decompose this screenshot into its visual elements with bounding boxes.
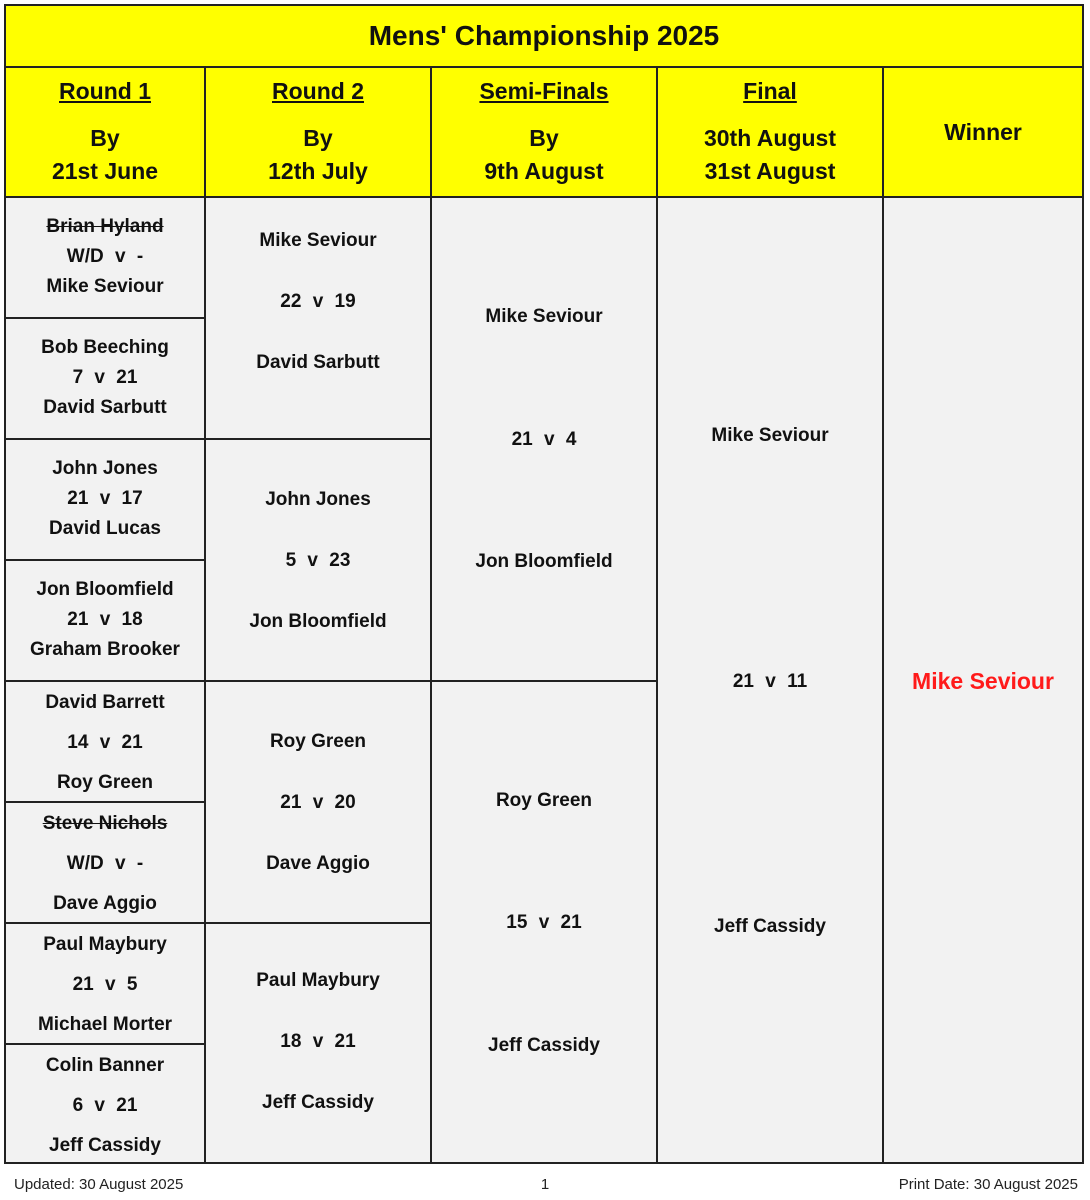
- match-r2-4: [206, 924, 430, 1165]
- player: Graham Brooker: [30, 639, 180, 660]
- match-score: 14 v 21: [67, 732, 143, 753]
- match-score: 21 v 17: [67, 488, 143, 509]
- player: David Lucas: [49, 518, 161, 539]
- round-1-title: Round 1: [59, 78, 151, 104]
- header-winner: [884, 68, 1082, 198]
- player: Mike Seviour: [485, 306, 603, 327]
- player: Jon Bloomfield: [475, 551, 613, 572]
- match-r1-4: [6, 561, 204, 682]
- match-r1-2: [6, 319, 204, 440]
- match-r1-8: [6, 1045, 204, 1165]
- match-score: 22 v 19: [280, 291, 356, 312]
- round-2-title: Round 2: [272, 78, 364, 104]
- final-date-2: 31st August: [704, 158, 836, 184]
- round-2-deadline: 12th July: [268, 158, 368, 184]
- match-r1-5: [6, 682, 204, 803]
- match-r2-2: [206, 440, 430, 682]
- semi-finals-deadline: 9th August: [484, 158, 604, 184]
- player: Mike Seviour: [259, 230, 377, 251]
- player: David Barrett: [45, 692, 165, 713]
- match-sf-1: [432, 198, 656, 682]
- player: Paul Maybury: [256, 970, 380, 991]
- player: Dave Aggio: [266, 853, 370, 874]
- player: John Jones: [265, 489, 371, 510]
- round-1-deadline: 21st June: [51, 158, 159, 184]
- match-score: W/D v -: [66, 246, 144, 267]
- match-score: 21 v 18: [67, 609, 143, 630]
- match-r2-1: [206, 198, 430, 440]
- match-score: 21 v 5: [72, 974, 138, 995]
- round-2-line1: By: [303, 125, 333, 151]
- player: Roy Green: [269, 731, 367, 752]
- updated-date: Updated: 30 August 2025: [14, 1176, 184, 1193]
- player: Dave Aggio: [53, 893, 157, 914]
- player: Jeff Cassidy: [49, 1135, 161, 1156]
- match-r1-6: [6, 803, 204, 924]
- player: Paul Maybury: [43, 934, 167, 955]
- player: Mike Seviour: [711, 425, 829, 446]
- final-date-1: 30th August: [703, 125, 837, 151]
- winner-cell: [884, 198, 1082, 1165]
- player: David Sarbutt: [43, 397, 167, 418]
- player: Jeff Cassidy: [488, 1035, 600, 1056]
- match-score: 6 v 21: [72, 1095, 138, 1116]
- round-1-column: [6, 198, 206, 1162]
- header-round-1: [6, 68, 206, 198]
- player: Jeff Cassidy: [262, 1092, 374, 1113]
- semi-finals-column: [432, 198, 658, 1162]
- player: John Jones: [52, 458, 158, 479]
- match-r2-3: [206, 682, 430, 924]
- match-r1-3: [6, 440, 204, 561]
- champion-name: Mike Seviour: [912, 668, 1054, 694]
- player: Jon Bloomfield: [36, 579, 174, 600]
- player: David Sarbutt: [256, 352, 380, 373]
- page-title: Mens' Championship 2025: [6, 6, 1082, 68]
- round-2-column: [206, 198, 432, 1162]
- player: Roy Green: [56, 772, 154, 793]
- match-score: 21 v 4: [511, 429, 577, 450]
- match-score: 15 v 21: [506, 912, 582, 933]
- semi-finals-title: Semi-Finals: [479, 78, 609, 104]
- match-score: W/D v -: [66, 853, 144, 874]
- round-1-line1: By: [90, 125, 120, 151]
- championship-bracket: [4, 4, 1084, 1164]
- match-score: 21 v 11: [732, 671, 808, 692]
- match-r1-1: [6, 198, 204, 319]
- semi-finals-line1: By: [529, 125, 559, 151]
- player: Steve Nichols: [42, 813, 168, 834]
- match-score: 5 v 23: [285, 550, 351, 571]
- match-score: 7 v 21: [72, 367, 138, 388]
- page-number: 1: [540, 1176, 550, 1193]
- winner-column: [884, 198, 1082, 1162]
- player: Roy Green: [495, 790, 593, 811]
- player: Mike Seviour: [46, 276, 164, 297]
- header-final: [658, 68, 884, 198]
- match-sf-2: [432, 682, 656, 1165]
- final-title: Final: [743, 78, 797, 104]
- final-column: [658, 198, 884, 1162]
- match-score: 21 v 20: [280, 792, 356, 813]
- player: Brian Hyland: [46, 216, 164, 237]
- match-score: 18 v 21: [280, 1031, 356, 1052]
- match-r1-7: [6, 924, 204, 1045]
- match-final: [658, 198, 882, 1165]
- player: Michael Morter: [37, 1014, 173, 1035]
- header-round-2: [206, 68, 432, 198]
- header-semi-finals: [432, 68, 658, 198]
- winner-title: Winner: [944, 118, 1022, 145]
- player: Colin Banner: [45, 1055, 165, 1076]
- player: Jon Bloomfield: [249, 611, 387, 632]
- player: Jeff Cassidy: [714, 916, 826, 937]
- print-date: Print Date: 30 August 2025: [898, 1176, 1078, 1193]
- player: Bob Beeching: [41, 337, 169, 358]
